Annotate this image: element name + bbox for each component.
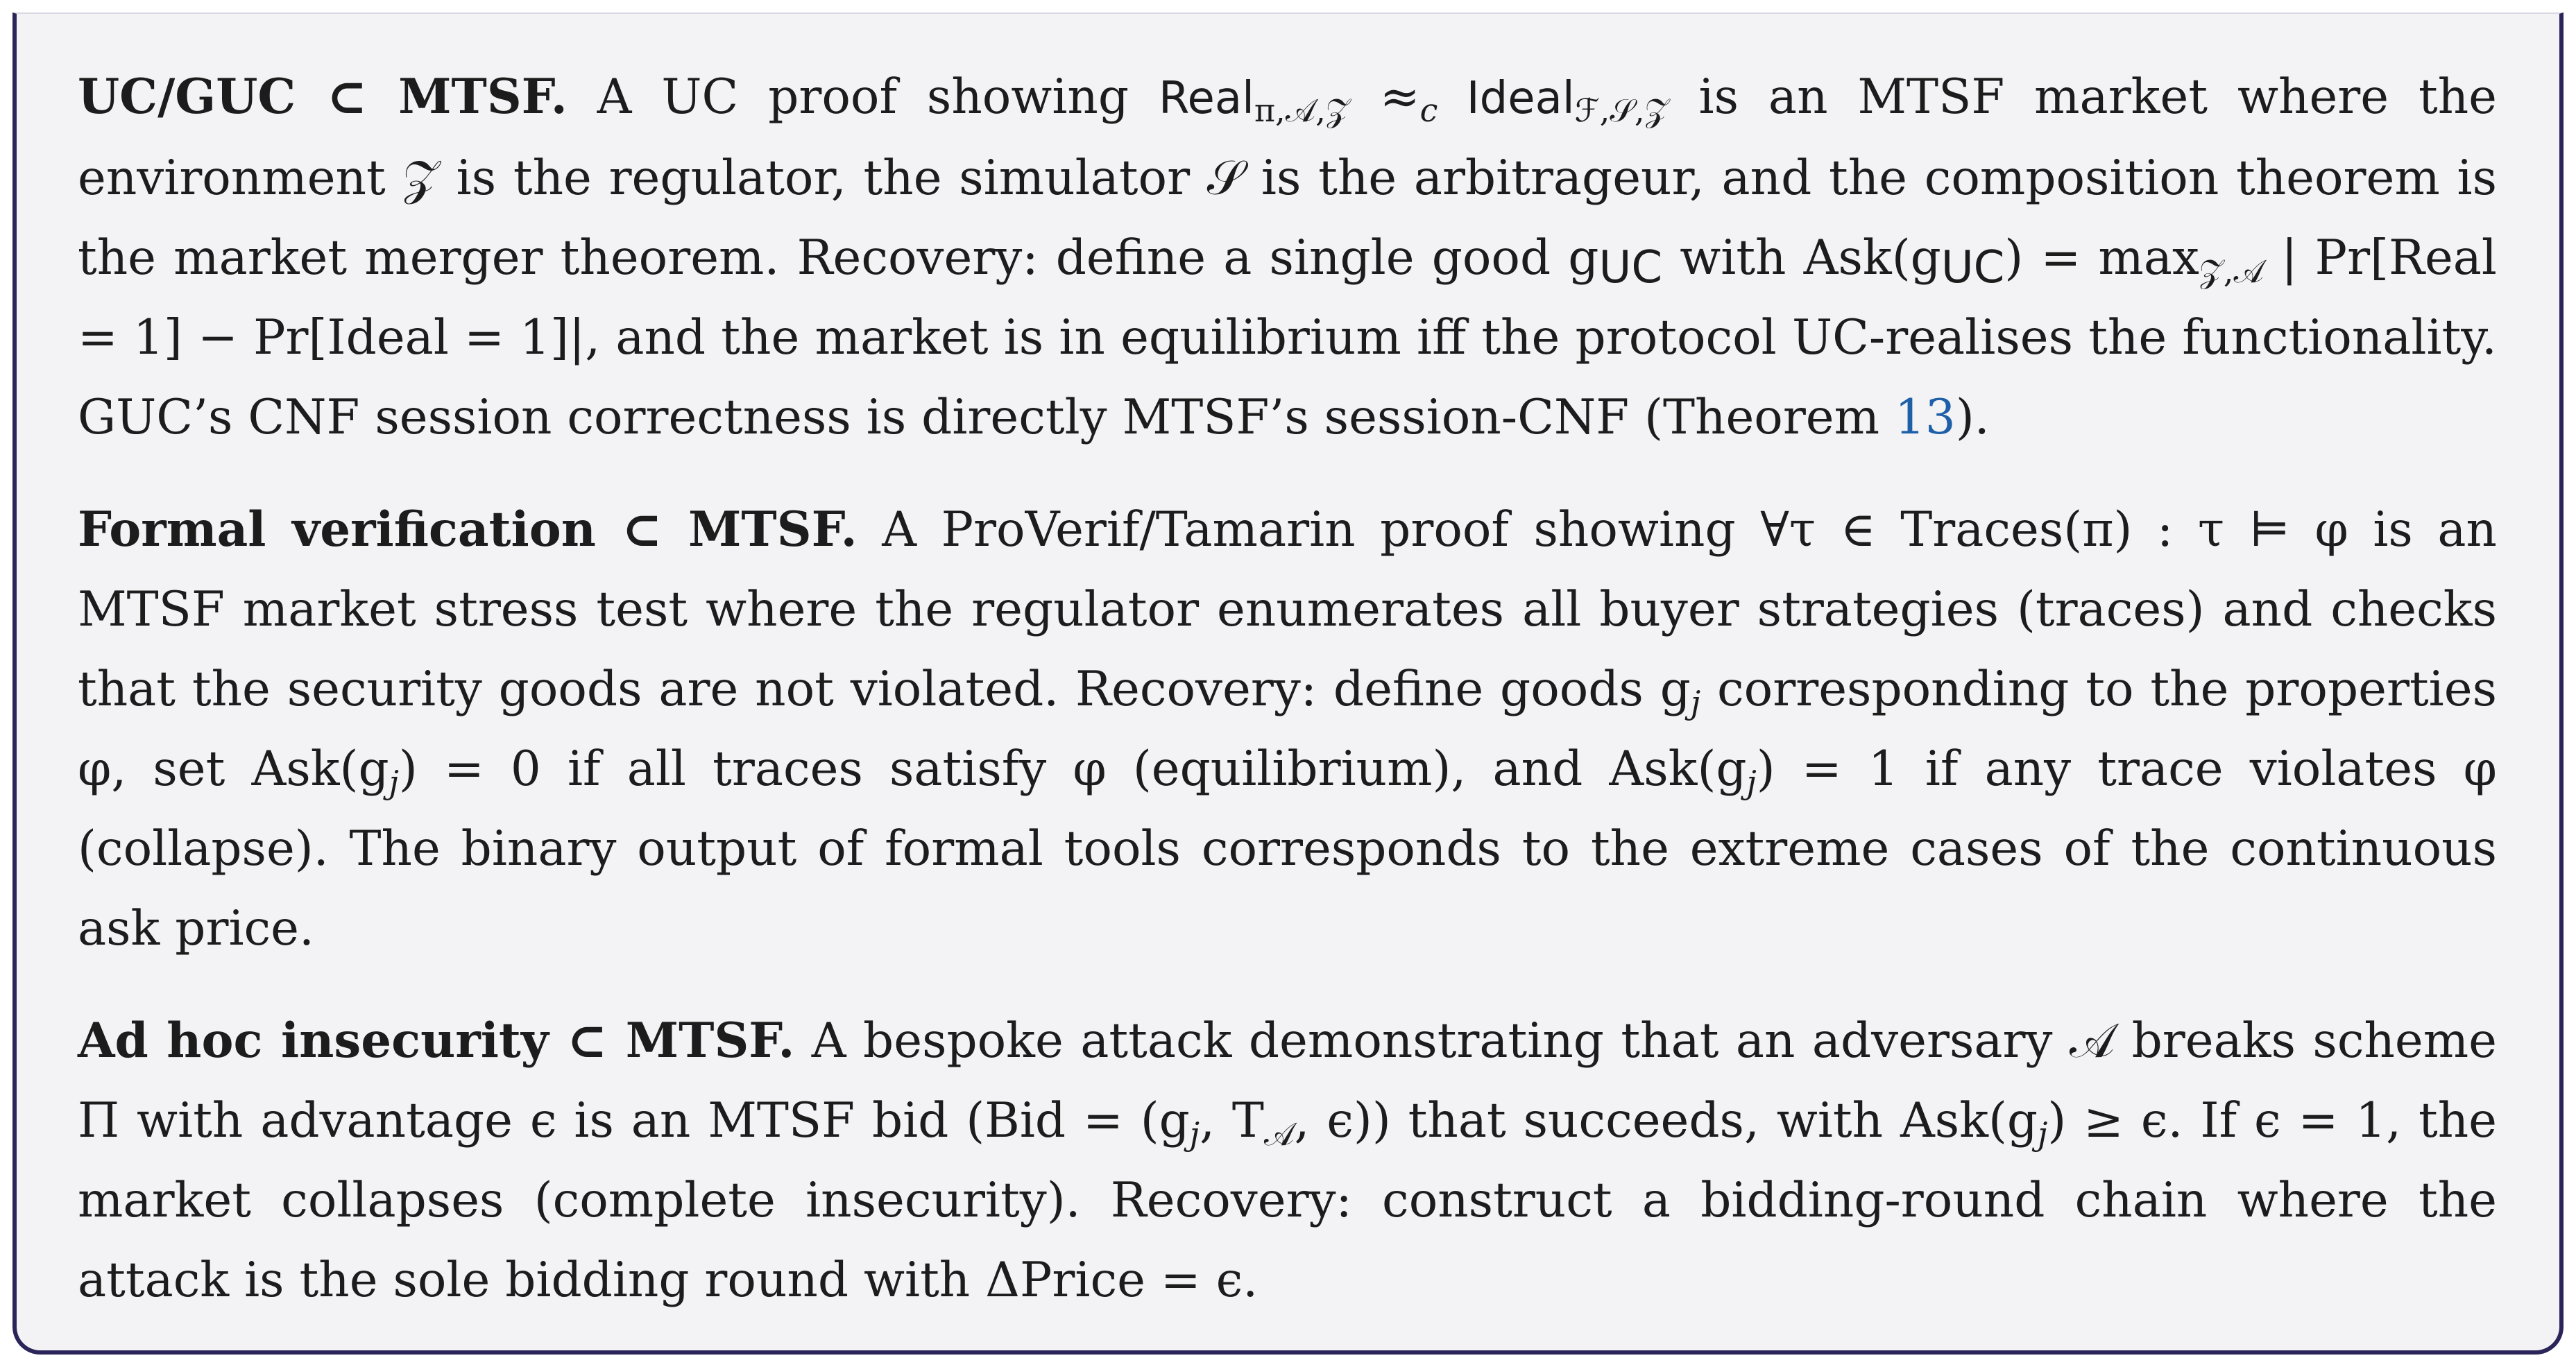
math-ideal: Ideal bbox=[1438, 73, 1575, 124]
theorem-reference-link[interactable]: 13 bbox=[1895, 390, 1956, 445]
paragraph-text: , ϵ)) that succeeds, with Ask(g bbox=[1294, 1093, 2038, 1149]
math-subscript: j bbox=[1746, 764, 1757, 801]
paragraph-text: is an MTSF market where the environment 𝒵 is the regulator, the simulator 𝒮 is the arbitrageur, and the composition theorem is the market merger theorem. Recovery: define a single good g bbox=[78, 69, 2498, 286]
math-subscript: π,𝒜,𝒵 bbox=[1254, 92, 1350, 129]
paragraph-uc-guc bbox=[78, 57, 2497, 458]
paragraph-text: A ProVerif/Tamarin proof showing ∀τ ∈ Traces(π) : τ ⊨ φ is an MTSF market stress test where the regulator enumerates all buyer strategies (traces) and checks that the security goods are not violated. Recovery: define goods g bbox=[78, 502, 2497, 717]
paragraph-text: , T bbox=[1200, 1093, 1264, 1149]
paragraph-text: ) ≥ ϵ. If ϵ = 1, the market collapses (complete insecurity). Recovery: construct a bidding-round chain where the attack is the sole bidding round with ΔPrice = ϵ. bbox=[78, 1093, 2498, 1308]
paragraph-text: with Ask(g bbox=[1662, 230, 1941, 286]
theorem-box bbox=[12, 12, 2564, 1355]
math-subscript: UC bbox=[1598, 242, 1663, 293]
paragraph-text: ) = 1 if any trace violates φ (collapse). The binary output of formal tools corresponds to the extreme cases of the continuous ask price. bbox=[78, 741, 2497, 956]
math-subscript: j bbox=[2038, 1115, 2048, 1153]
paragraph-text: | Pr[Real = 1] − Pr[Ideal = 1]|, and the market is in equilibrium iff the protocol UC-realises the functionality. GUC’s CNF session correctness is directly MTSF’s session-CNF (Theorem bbox=[78, 230, 2497, 445]
math-subscript: j bbox=[1189, 1115, 1200, 1153]
paragraph-lead: Ad hoc insecurity ⊂ MTSF. bbox=[78, 1013, 795, 1069]
paragraph-text: A UC proof showing bbox=[567, 69, 1159, 125]
paragraph-lead: UC/GUC ⊂ MTSF. bbox=[78, 69, 568, 125]
math-subscript: c bbox=[1419, 92, 1438, 129]
math-subscript: UC bbox=[1940, 242, 2005, 293]
math-approx: ≈ bbox=[1349, 69, 1420, 125]
paragraph-text: A bespoke attack demonstrating that an adversary 𝒜 breaks scheme Π with advantage ϵ is an MTSF bid (Bid = (g bbox=[78, 1013, 2498, 1149]
paragraph-text: ). bbox=[1955, 390, 1990, 445]
paragraph-formal-verification bbox=[78, 490, 2497, 969]
math-subscript: 𝒵,𝒜 bbox=[2199, 252, 2264, 290]
math-subscript: 𝒜 bbox=[1263, 1115, 1295, 1153]
paragraph-text: corresponding to the properties φ, set Ask(g bbox=[78, 662, 2497, 797]
paragraph-text: ) = 0 if all traces satisfy φ (equilibrium), and Ask(g bbox=[398, 741, 1747, 797]
paragraph-lead: Formal verification ⊂ MTSF. bbox=[78, 501, 858, 558]
math-subscript: ℱ,𝒮,𝒵 bbox=[1574, 92, 1669, 129]
math-real: Real bbox=[1158, 73, 1254, 124]
paragraph-text: ) = max bbox=[2004, 230, 2199, 286]
paragraph-ad-hoc-insecurity bbox=[78, 1001, 2497, 1321]
math-subscript: j bbox=[1690, 684, 1701, 721]
math-subscript: j bbox=[389, 764, 399, 801]
